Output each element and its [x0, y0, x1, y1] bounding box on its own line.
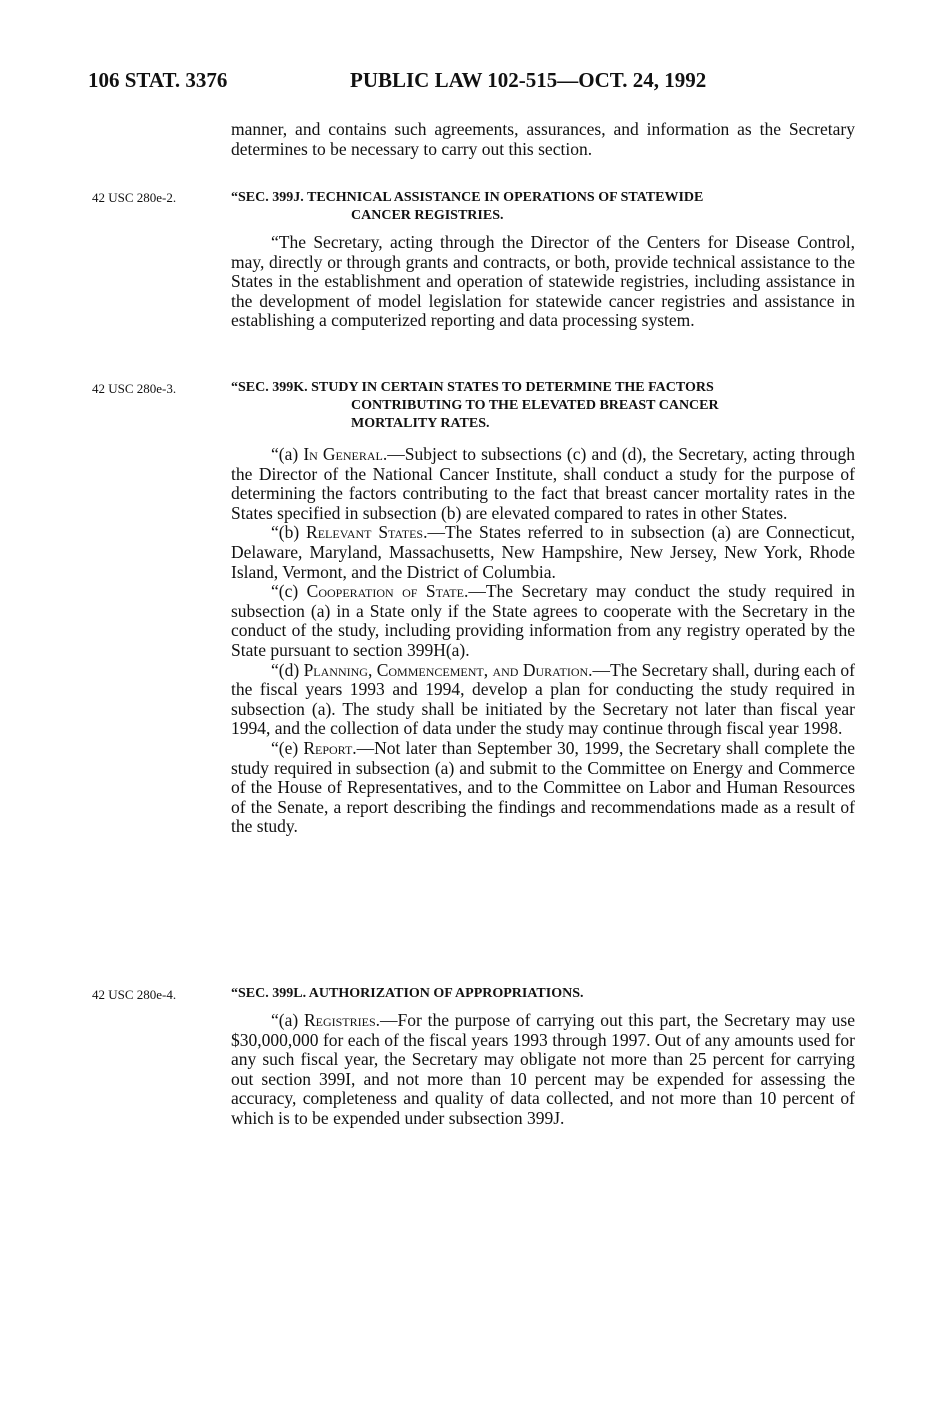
section-body-399l [231, 1011, 855, 1129]
stat-page-reference: 106 STAT. 3376 [88, 68, 228, 92]
subsection-text: —Subject to subsections (c) and (d), the Secretary, acting through the Director of the National Cancer Institute, shall conduct a study for the purpose of determining the factors contributing to the fact that breast cancer mortality rates in the States specified in subsection (b) are elevated compared to rates in other States. [231, 444, 855, 523]
intro-paragraph [231, 120, 855, 159]
subsection-heading: Planning, Commencement, and Duration. [303, 659, 593, 680]
section-heading-399l [231, 985, 855, 1003]
subsection-heading: In General. [303, 444, 388, 464]
subsection-heading: Cooperation of State. [306, 581, 469, 602]
section-body-399k [231, 445, 855, 837]
subsection-399k-b [231, 523, 855, 582]
section-heading-399j [231, 189, 855, 225]
section-text-399j: “The Secretary, acting through the Director of the Centers for Disease Control, may, directly or through grants and contracts, or both, provide technical assistance to the States in the establishment and operation of statewide registries, including assistance in the development of model legislation for statewide cancer registries and assistance in establishing a computerized reporting and data processing system. [231, 232, 855, 331]
section-heading-399k-line3: MORTALITY RATES. [351, 416, 490, 431]
subsection-399k-c [231, 582, 855, 660]
section-heading-399j-line1: “SEC. 399J. TECHNICAL ASSISTANCE IN OPERATIONS OF STATEWIDE [231, 190, 704, 205]
subsection-heading: Report. [303, 737, 357, 758]
subsection-399k-d [231, 661, 855, 739]
subsection-399k-e [231, 739, 855, 837]
section-heading-399k-line1: “SEC. 399K. STUDY IN CERTAIN STATES TO DETERMINE THE FACTORS [231, 380, 714, 395]
section-heading-399l-line1: “SEC. 399L. AUTHORIZATION OF APPROPRIATIONS. [231, 986, 584, 1001]
subsection-399l-a [231, 1011, 855, 1129]
margin-citation-399j: 42 USC 280e-2. [92, 190, 177, 205]
subsection-text: —The Secretary shall, during each of the fiscal years 1993 and 1994, develop a plan for conducting the study required in subsection (a). The study shall be initiated by the Secretary not later than fiscal year 1994, and the collection of data under the study may continue through fiscal year 1998. [231, 659, 855, 739]
subsection-text: —Not later than September 30, 1999, the Secretary shall complete the study required in subsection (a) and submit to the Committee on Energy and Commerce of the House of Representatives, and to the Committee on Labor and Human Resources of the Senate, a report describing the findings and recommendations made as a result of the study. [231, 737, 855, 837]
section-body-399j [231, 233, 855, 331]
subsection-text: —The Secretary may conduct the study required in subsection (a) in a State only if the State agrees to cooperate with the Secretary in the conduct of the study, including providing information from any registry operated by the State pursuant to section 399H(a). [231, 581, 855, 660]
subsection-heading: Relevant States. [306, 522, 428, 543]
subsection-text: —For the purpose of carrying out this part, the Secretary may use $30,000,000 for each of the fiscal years 1993 through 1997. Out of any amounts used for any such fiscal year, the Secretary may obligate not more than 25 percent for carrying out section 399I, and not more than 10 percent may be expended for assessing the accuracy, completeness and quality of data collected, and not more than 10 percent of which is to be expended under subsection 399J. [231, 1010, 855, 1128]
margin-citation-399l: 42 USC 280e-4. [92, 987, 177, 1002]
subsection-399k-a [231, 445, 855, 523]
subsection-label: “(c) [271, 581, 307, 602]
subsection-text: —The States referred to in subsection (a) are Connecticut, Delaware, Maryland, Massachusetts, New Hampshire, New Jersey, New York, Rhode Island, Vermont, and the District of Columbia. [231, 522, 855, 582]
subsection-label: “(a) [271, 1010, 304, 1030]
subsection-label: “(d) [271, 659, 304, 680]
subsection-heading: Registries. [303, 1010, 381, 1030]
subsection-label: “(a) [271, 444, 304, 464]
subsection-label: “(e) [271, 737, 304, 758]
section-heading-399j-line2: CANCER REGISTRIES. [351, 208, 504, 223]
section-heading-399k [231, 379, 855, 433]
intro-text: manner, and contains such agreements, assurances, and information as the Secretary determines to be necessary to carry out this section. [231, 119, 855, 159]
public-law-title: PUBLIC LAW 102-515—OCT. 24, 1992 [350, 68, 707, 92]
margin-citation-399k: 42 USC 280e-3. [92, 381, 177, 396]
subsection-label: “(b) [271, 522, 307, 543]
section-heading-399k-line2: CONTRIBUTING TO THE ELEVATED BREAST CANCER [351, 398, 719, 413]
